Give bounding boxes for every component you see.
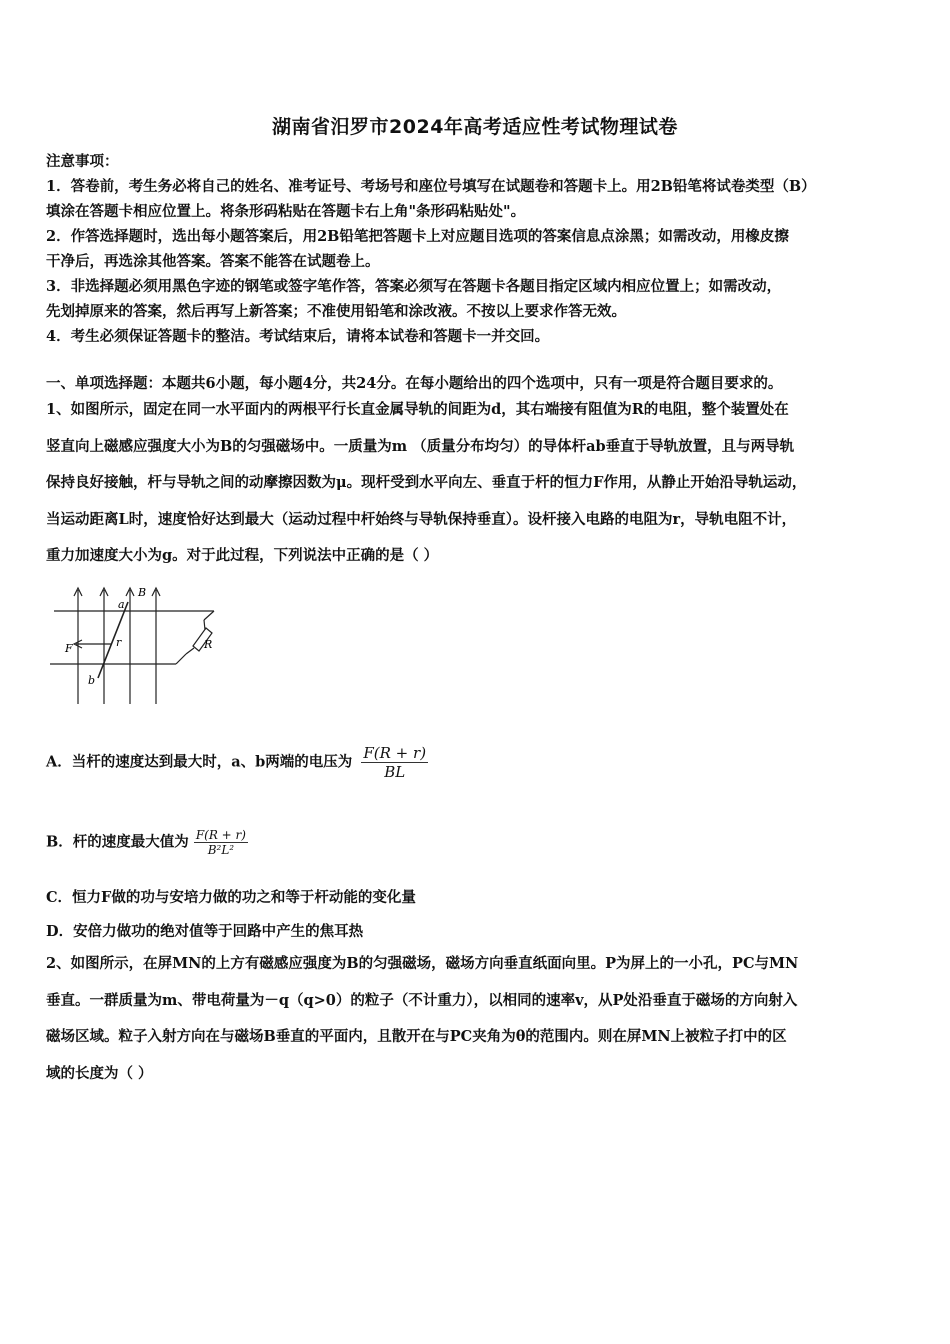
label-a: a bbox=[118, 598, 125, 611]
option-b-text: B．杆的速度最大值为 bbox=[46, 833, 189, 851]
question-1-line: 当运动距离L时，速度恰好达到最大（运动过程中杆始终与导轨保持垂直）。设杆接入电路的电阻为r，导轨电阻不计， bbox=[46, 510, 797, 528]
question-1-line: 重力加速度大小为g。对于此过程，下列说法中正确的是（ ） bbox=[46, 547, 439, 564]
section-heading: 一、单项选择题：本题共6小题，每小题4分，共24分。在每小题给出的四个选项中，只有一项是符合题目要求的。 bbox=[46, 375, 783, 392]
question-2-line: 垂直。一群质量为m、带电荷量为－q（q>0）的粒子（不计重力），以相同的速率v，从P处沿垂直于磁场的方向射入 bbox=[46, 991, 798, 1009]
notice-line: 先划掉原来的答案，然后再写上新答案；不准使用铅笔和涂改液。不按以上要求作答无效。 bbox=[46, 303, 626, 320]
question-1-line: 保持良好接触，杆与导轨之间的动摩擦因数为μ。现杆受到水平向左、垂直于杆的恒力F作用，从静止开始沿导轨运动， bbox=[46, 474, 807, 491]
label-B: B bbox=[138, 586, 147, 599]
notice-line: 3．非选择题必须用黑色字迹的钢笔或签字笔作答，答案必须写在答题卡各题目指定区域内相应位置上；如需改动， bbox=[46, 278, 782, 295]
label-F: F bbox=[65, 642, 73, 655]
page-title: 湖南省汨罗市2024年高考适应性考试物理试卷 bbox=[272, 116, 678, 138]
label-b: b bbox=[88, 674, 96, 687]
option-c: C．恒力F做的功与安培力做的功之和等于杆动能的变化量 bbox=[46, 889, 416, 906]
notice-line: 干净后，再选涂其他答案。答案不能答在试题卷上。 bbox=[46, 253, 380, 270]
notice-line: 填涂在答题卡相应位置上。将条形码粘贴在答题卡右上角"条形码粘贴处"。 bbox=[46, 203, 526, 220]
question-2 bbox=[46, 946, 916, 1092]
fraction-denominator: B²L² bbox=[207, 843, 235, 857]
notice-line: 1．答卷前，考生务必将自己的姓名、准考证号、考场号和座位号填写在试题卷和答题卡上。用2B铅笔将试卷类型（B） bbox=[46, 178, 816, 195]
question-2-line: 域的长度为（ ） bbox=[46, 1064, 153, 1082]
option-b-fraction bbox=[194, 828, 248, 857]
question-2-line: 磁场区域。粒子入射方向在与磁场B垂直的平面内，且散开在与PC夹角为θ的范围内。则在屏MN上被粒子打中的区 bbox=[46, 1028, 787, 1045]
question-1 bbox=[46, 392, 916, 575]
fraction-numerator: F(R + r) bbox=[195, 828, 246, 842]
notice-heading: 注意事项： bbox=[46, 153, 119, 170]
question-1-line: 竖直向上磁感应强度大小为B的匀强磁场中。一质量为m （质量分布均匀）的导体杆ab垂直于导轨放置，且与两导轨 bbox=[46, 437, 795, 455]
question-1-line: 1、如图所示，固定在同一水平面内的两根平行长直金属导轨的间距为d，其右端接有阻值为R的电阻，整个装置处在 bbox=[46, 401, 789, 418]
rail-circuit-figure bbox=[46, 582, 226, 707]
option-a bbox=[46, 744, 428, 781]
fraction-denominator: BL bbox=[384, 763, 406, 781]
option-a-fraction bbox=[361, 744, 428, 781]
notice-line: 4．考生必须保证答题卡的整洁。考试结束后，请将本试卷和答题卡一并交回。 bbox=[46, 328, 550, 345]
option-a-text: A．当杆的速度达到最大时，a、b两端的电压为 bbox=[46, 753, 353, 771]
option-b bbox=[46, 828, 248, 857]
notice-line: 2．作答选择题时，选出每小题答案后，用2B铅笔把答题卡上对应题目选项的答案信息点涂黑；如需改动，用橡皮擦 bbox=[46, 228, 789, 245]
option-d: D．安倍力做功的绝对值等于回路中产生的焦耳热 bbox=[46, 923, 364, 940]
question-2-line: 2、如图所示，在屏MN的上方有磁感应强度为B的匀强磁场，磁场方向垂直纸面向里。P为屏上的一小孔，PC与MN bbox=[46, 955, 799, 972]
fraction-numerator: F(R + r) bbox=[363, 744, 427, 762]
label-r: r bbox=[116, 636, 122, 649]
label-R: R bbox=[204, 638, 213, 651]
